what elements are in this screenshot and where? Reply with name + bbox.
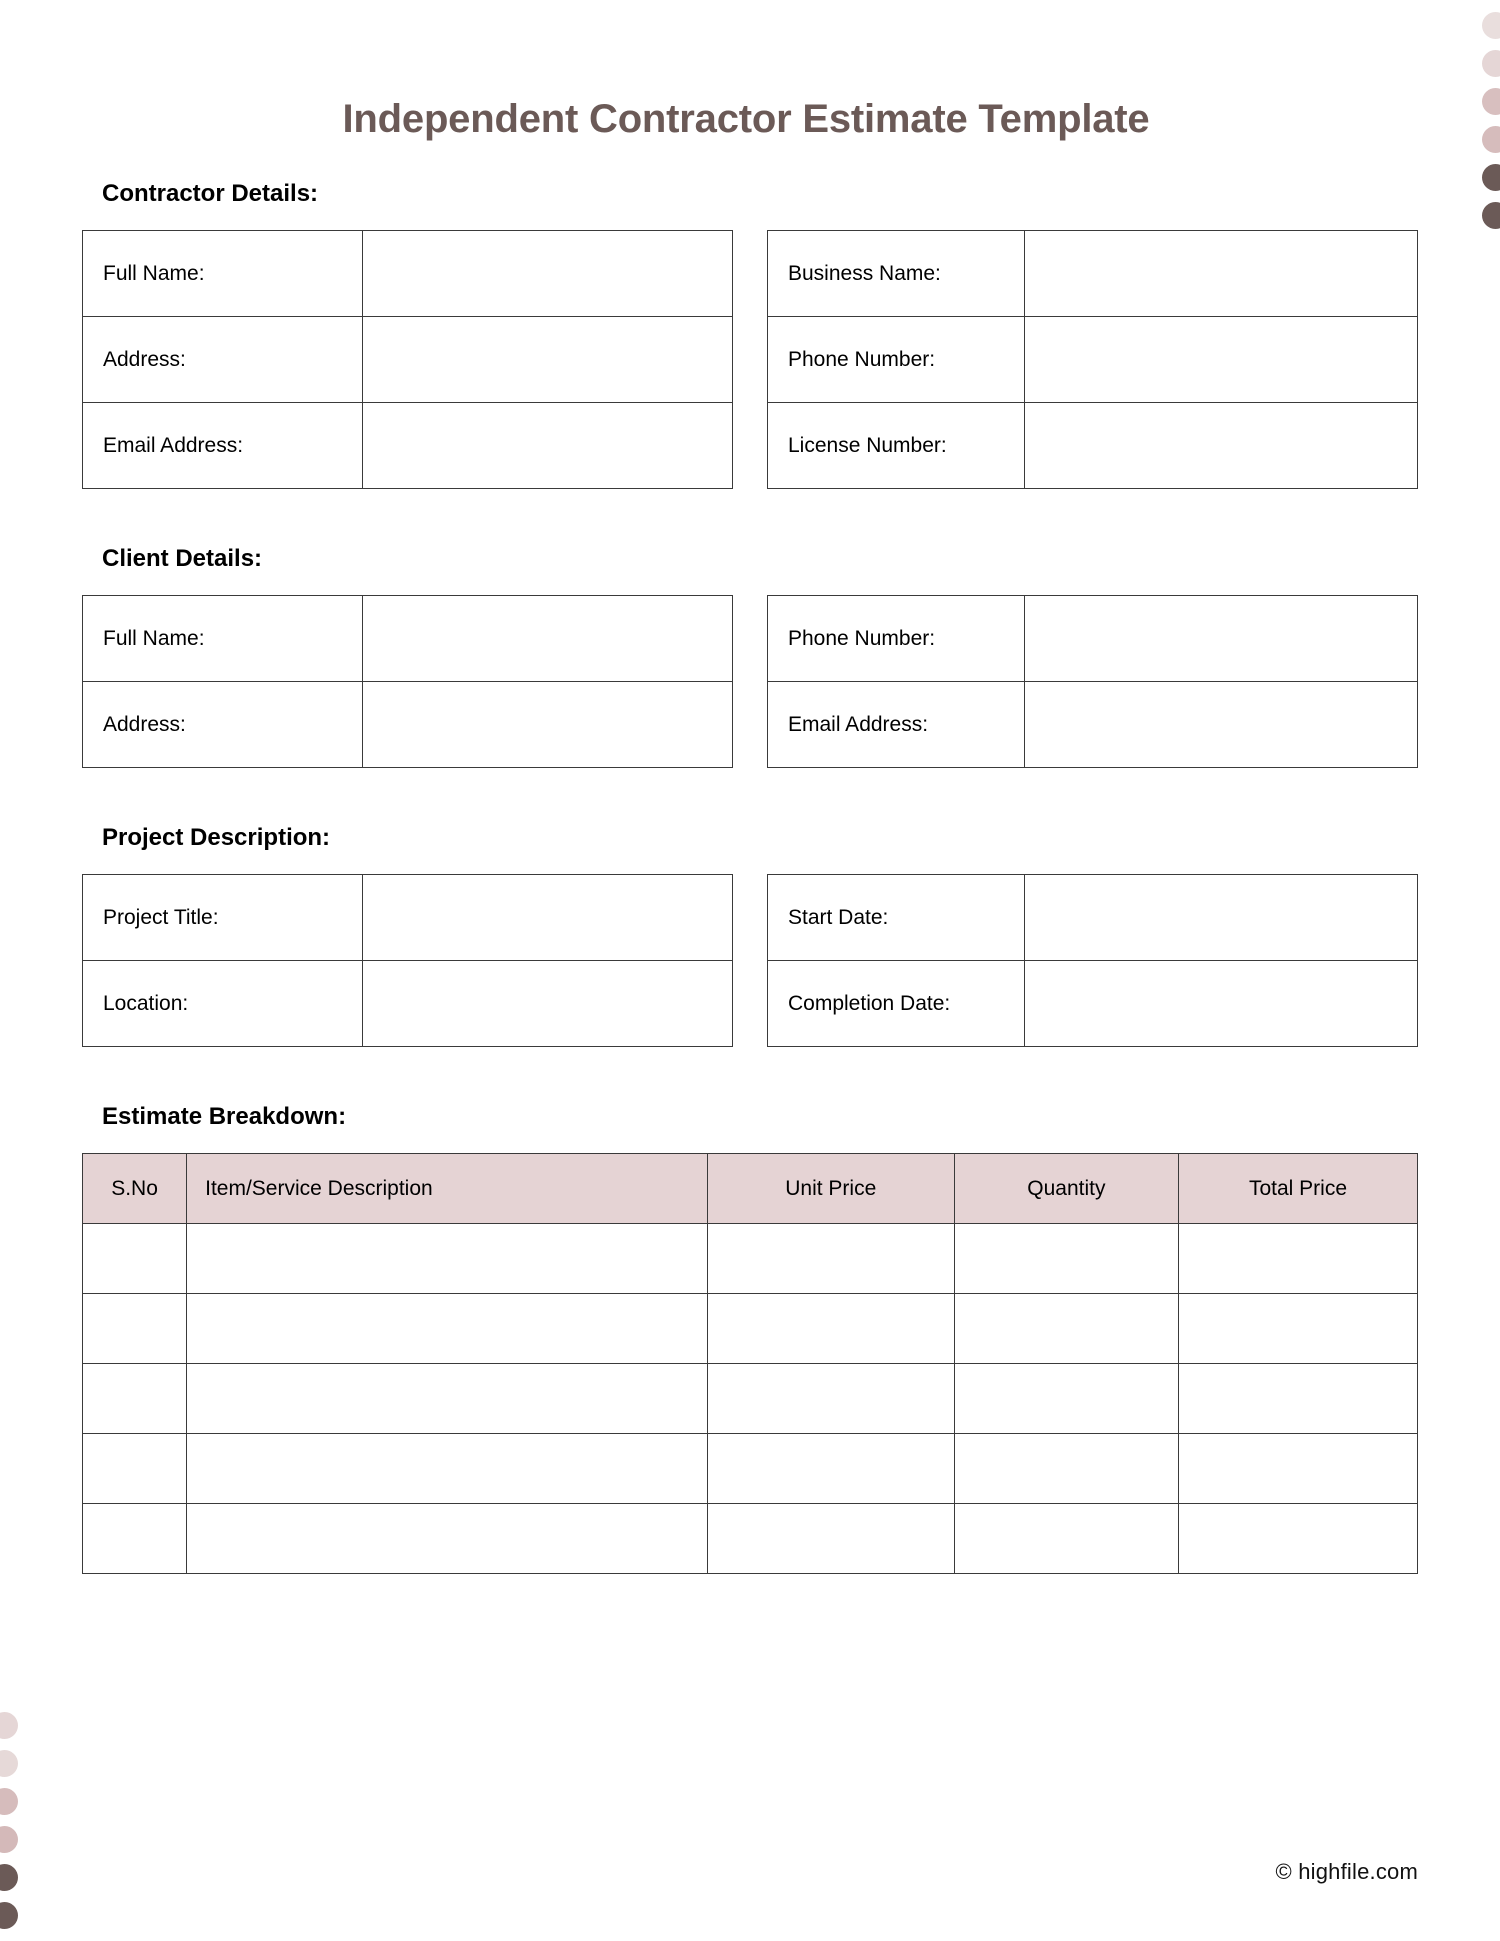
table-row [83, 1294, 1418, 1364]
decorative-dot-icon [0, 1788, 18, 1815]
field-input-full-name[interactable] [362, 231, 733, 317]
table-row [83, 1434, 1418, 1504]
table-row [768, 961, 1418, 1047]
contractor-left-column [82, 230, 733, 489]
table-row [83, 682, 733, 768]
section-project-description [82, 824, 1418, 1047]
cell-total-price[interactable] [1179, 1294, 1418, 1364]
footer-copyright: © highfile.com [1275, 1859, 1418, 1884]
table-row [83, 317, 733, 403]
field-input-client-full-name[interactable] [362, 596, 733, 682]
cell-description[interactable] [187, 1434, 708, 1504]
table-row [768, 231, 1418, 317]
table-row [768, 317, 1418, 403]
field-input-client-address[interactable] [362, 682, 733, 768]
field-input-phone-number[interactable] [1024, 317, 1417, 403]
cell-unit-price[interactable] [707, 1364, 954, 1434]
page-title: Independent Contractor Estimate Template [342, 97, 1150, 141]
project-field-grid [82, 874, 1418, 1047]
cell-unit-price[interactable] [707, 1224, 954, 1294]
field-label-client-email-address: Email Address: [768, 682, 1025, 768]
field-label-email-address: Email Address: [83, 403, 363, 489]
cell-unit-price[interactable] [707, 1294, 954, 1364]
cell-quantity[interactable] [954, 1504, 1178, 1574]
section-heading-project: Project Description: [102, 824, 331, 851]
decorative-dot-icon [1482, 50, 1500, 77]
decorative-dot-icon [0, 1902, 18, 1929]
cell-sno[interactable] [83, 1504, 187, 1574]
table-header-row [83, 1154, 1418, 1224]
cell-sno[interactable] [83, 1434, 187, 1504]
table-row [83, 231, 733, 317]
field-input-email-address[interactable] [362, 403, 733, 489]
client-right-column [767, 595, 1418, 768]
field-input-license-number[interactable] [1024, 403, 1417, 489]
section-heading-client: Client Details: [102, 545, 263, 572]
field-input-start-date[interactable] [1024, 875, 1417, 961]
column-header-sno: S.No [83, 1154, 187, 1224]
table-row [83, 403, 733, 489]
cell-total-price[interactable] [1179, 1504, 1418, 1574]
estimate-breakdown-table [82, 1153, 1418, 1574]
decorative-dot-icon [0, 1826, 18, 1853]
cell-unit-price[interactable] [707, 1504, 954, 1574]
cell-total-price[interactable] [1179, 1364, 1418, 1434]
decorative-dot-icon [1482, 12, 1500, 39]
field-input-location[interactable] [362, 961, 733, 1047]
field-input-client-email-address[interactable] [1024, 682, 1417, 768]
contractor-left-table [82, 230, 733, 489]
project-right-column [767, 874, 1418, 1047]
field-input-business-name[interactable] [1024, 231, 1417, 317]
contractor-field-grid [82, 230, 1418, 489]
decorative-dot-icon [1482, 88, 1500, 115]
field-label-completion-date: Completion Date: [768, 961, 1025, 1047]
table-row [768, 403, 1418, 489]
field-label-location: Location: [83, 961, 363, 1047]
table-row [83, 596, 733, 682]
project-left-column [82, 874, 733, 1047]
decorative-dot-icon [0, 1864, 18, 1891]
table-row [83, 1504, 1418, 1574]
table-row [768, 682, 1418, 768]
table-row [83, 875, 733, 961]
table-row [83, 961, 733, 1047]
column-header-quantity: Quantity [954, 1154, 1178, 1224]
section-estimate-breakdown [82, 1103, 1418, 1574]
cell-quantity[interactable] [954, 1434, 1178, 1504]
decorative-dot-icon [0, 1712, 18, 1739]
project-left-table [82, 874, 733, 1047]
field-label-address: Address: [83, 317, 363, 403]
field-input-completion-date[interactable] [1024, 961, 1417, 1047]
client-right-table [767, 595, 1418, 768]
cell-sno[interactable] [83, 1294, 187, 1364]
column-header-total-price: Total Price [1179, 1154, 1418, 1224]
decorative-dots-bottom-left [0, 1712, 18, 1929]
field-label-full-name: Full Name: [83, 231, 363, 317]
project-right-table [767, 874, 1418, 1047]
table-row [83, 1224, 1418, 1294]
column-header-description: Item/Service Description [187, 1154, 708, 1224]
client-field-grid [82, 595, 1418, 768]
cell-description[interactable] [187, 1504, 708, 1574]
table-row [768, 875, 1418, 961]
field-label-project-title: Project Title: [83, 875, 363, 961]
cell-description[interactable] [187, 1294, 708, 1364]
table-row [768, 596, 1418, 682]
decorative-dot-icon [0, 1750, 18, 1777]
cell-quantity[interactable] [954, 1294, 1178, 1364]
cell-sno[interactable] [83, 1364, 187, 1434]
cell-total-price[interactable] [1179, 1224, 1418, 1294]
client-left-column [82, 595, 733, 768]
client-left-table [82, 595, 733, 768]
contractor-right-column [767, 230, 1418, 489]
field-input-client-phone-number[interactable] [1024, 596, 1417, 682]
contractor-right-table [767, 230, 1418, 489]
cell-description[interactable] [187, 1224, 708, 1294]
cell-sno[interactable] [83, 1224, 187, 1294]
field-input-project-title[interactable] [362, 875, 733, 961]
section-heading-estimate: Estimate Breakdown: [102, 1103, 347, 1130]
section-client-details [82, 545, 1418, 768]
document-body [0, 180, 1500, 1574]
field-input-address[interactable] [362, 317, 733, 403]
section-heading-contractor: Contractor Details: [102, 180, 319, 207]
decorative-dot-icon [1482, 126, 1500, 153]
estimate-table-wrapper [82, 1153, 1418, 1574]
decorative-dot-icon [1482, 164, 1500, 191]
decorative-dots-top-right [1482, 12, 1500, 229]
cell-description[interactable] [187, 1364, 708, 1434]
field-label-client-address: Address: [83, 682, 363, 768]
field-label-phone-number: Phone Number: [768, 317, 1025, 403]
decorative-dot-icon [1482, 202, 1500, 229]
cell-quantity[interactable] [954, 1364, 1178, 1434]
section-contractor-details [82, 180, 1418, 489]
column-header-unit-price: Unit Price [707, 1154, 954, 1224]
cell-quantity[interactable] [954, 1224, 1178, 1294]
table-row [83, 1364, 1418, 1434]
cell-total-price[interactable] [1179, 1434, 1418, 1504]
field-label-start-date: Start Date: [768, 875, 1025, 961]
field-label-business-name: Business Name: [768, 231, 1025, 317]
field-label-client-full-name: Full Name: [83, 596, 363, 682]
field-label-client-phone-number: Phone Number: [768, 596, 1025, 682]
cell-unit-price[interactable] [707, 1434, 954, 1504]
field-label-license-number: License Number: [768, 403, 1025, 489]
